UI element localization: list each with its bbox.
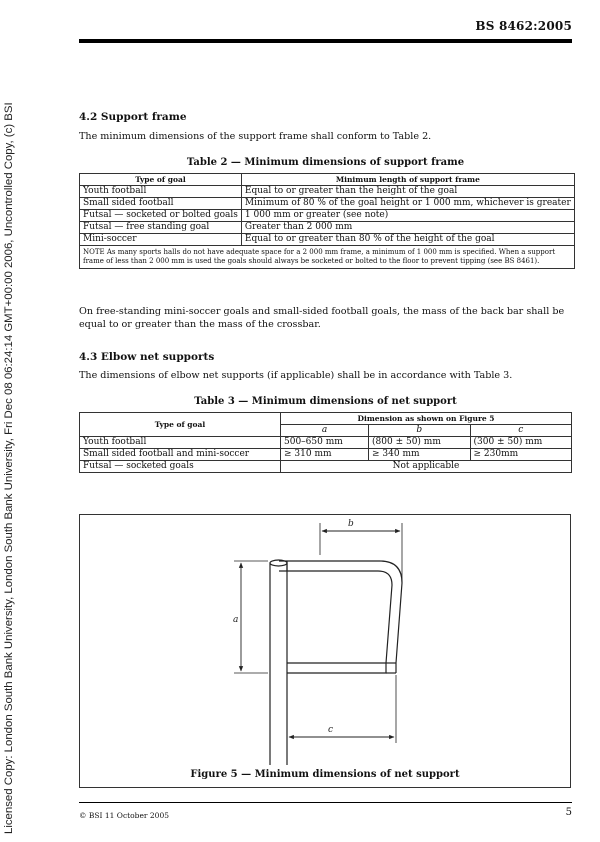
table-cell: Small sided football and mini-soccer	[80, 449, 281, 461]
table-note: NOTE As many sports halls do not have adequate space for a 2 000 mm frame, a minimum of 1 000 mm is specified. When a support frame of less than 2 000 mm is used the goals should always be socketed or bolted to the floor to prevent tipping (see BS 8461).	[80, 246, 575, 269]
table-row	[80, 234, 575, 246]
table-caption: Table 3 — Minimum dimensions of net support	[194, 396, 457, 407]
header-rule	[79, 39, 572, 43]
table-row	[80, 210, 575, 222]
table-row	[80, 222, 575, 234]
table-cell: Equal to or greater than the height of the goal	[241, 186, 574, 198]
table-subheader-cell: c	[470, 425, 572, 437]
license-text: Licensed Copy: London South Bank University, London South Bank University, Fri Dec 08 06:24:14 GMT+00:00 2006, Uncontrolled Copy, (c) BSI	[3, 102, 15, 834]
table-header-row	[80, 413, 572, 425]
table-cell: Futsal — socketed goals	[80, 461, 281, 473]
upper-support-bar	[279, 561, 402, 663]
table-subheader-cell: b	[369, 425, 470, 437]
table-cell: 1 000 mm or greater (see note)	[241, 210, 574, 222]
document-id: BS 8462:2005	[475, 19, 572, 33]
goal-post	[270, 560, 287, 765]
dimension-a-label: a	[233, 615, 239, 625]
section-intro: The dimensions of elbow net supports (if applicable) shall be in accordance with Table 3.	[79, 370, 513, 381]
table-note-row	[80, 246, 575, 269]
table-3	[79, 412, 572, 473]
license-watermark	[0, 0, 22, 842]
table-cell: 500–650 mm	[281, 437, 369, 449]
table-header-cell: Dimension as shown on Figure 5	[281, 413, 572, 425]
lower-support-bar	[287, 663, 396, 673]
table-row	[80, 449, 572, 461]
table-row	[80, 198, 575, 210]
section-support-frame	[79, 111, 572, 143]
table-cell: Youth football	[80, 437, 281, 449]
table-header-row	[80, 174, 575, 186]
table-cell: (800 ± 50) mm	[369, 437, 470, 449]
table-row	[80, 461, 572, 473]
section-heading: 4.3 Elbow net supports	[79, 351, 215, 363]
table-cell: ≥ 310 mm	[281, 449, 369, 461]
dimension-b-label: b	[348, 519, 354, 529]
section-heading: 4.2 Support frame	[79, 111, 187, 123]
footer-copyright: © BSI 11 October 2005	[79, 811, 169, 820]
table-cell: Equal to or greater than 80 % of the height of the goal	[241, 234, 574, 246]
table-header-cell: Minimum length of support frame	[241, 174, 574, 186]
table-row	[80, 437, 572, 449]
table-cell: Greater than 2 000 mm	[241, 222, 574, 234]
table-row	[80, 186, 575, 198]
section-elbow-net-supports	[79, 351, 572, 382]
figure-caption: Figure 5 — Minimum dimensions of net support	[190, 769, 460, 780]
table-cell: Minimum of 80 % of the goal height or 1 000 mm, whichever is greater	[241, 198, 574, 210]
table-header-cell: Type of goal	[80, 174, 242, 186]
table-header-cell: Type of goal	[80, 413, 281, 437]
table-2	[79, 173, 575, 269]
dimension-c-label: c	[328, 725, 334, 735]
table-cell: Small sided football	[80, 198, 242, 210]
table-2-block	[79, 157, 572, 269]
table-cell: ≥ 340 mm	[369, 449, 470, 461]
table-caption: Table 2 — Minimum dimensions of support frame	[186, 157, 465, 168]
page-number: 5	[565, 807, 572, 818]
table-cell: Mini-soccer	[80, 234, 242, 246]
backbar-paragraph: On free-standing mini-soccer goals and small-sided football goals, the mass of the back bar shall be equal to or greater than the mass of the crossbar.	[79, 306, 565, 330]
section-intro: The minimum dimensions of the support frame shall conform to Table 2.	[79, 131, 432, 142]
table-cell: Youth football	[80, 186, 242, 198]
table-cell: (300 ± 50) mm	[470, 437, 572, 449]
net-support-diagram	[80, 515, 570, 765]
table-subheader-cell: a	[281, 425, 369, 437]
table-cell: Futsal — socketed or bolted goals	[80, 210, 242, 222]
table-3-block	[79, 396, 572, 473]
footer-rule	[79, 802, 572, 803]
figure-5	[79, 514, 571, 788]
table-cell: Futsal — free standing goal	[80, 222, 242, 234]
table-cell: Not applicable	[281, 461, 572, 473]
table-cell: ≥ 230mm	[470, 449, 572, 461]
backbar-paragraph-block	[79, 305, 572, 331]
